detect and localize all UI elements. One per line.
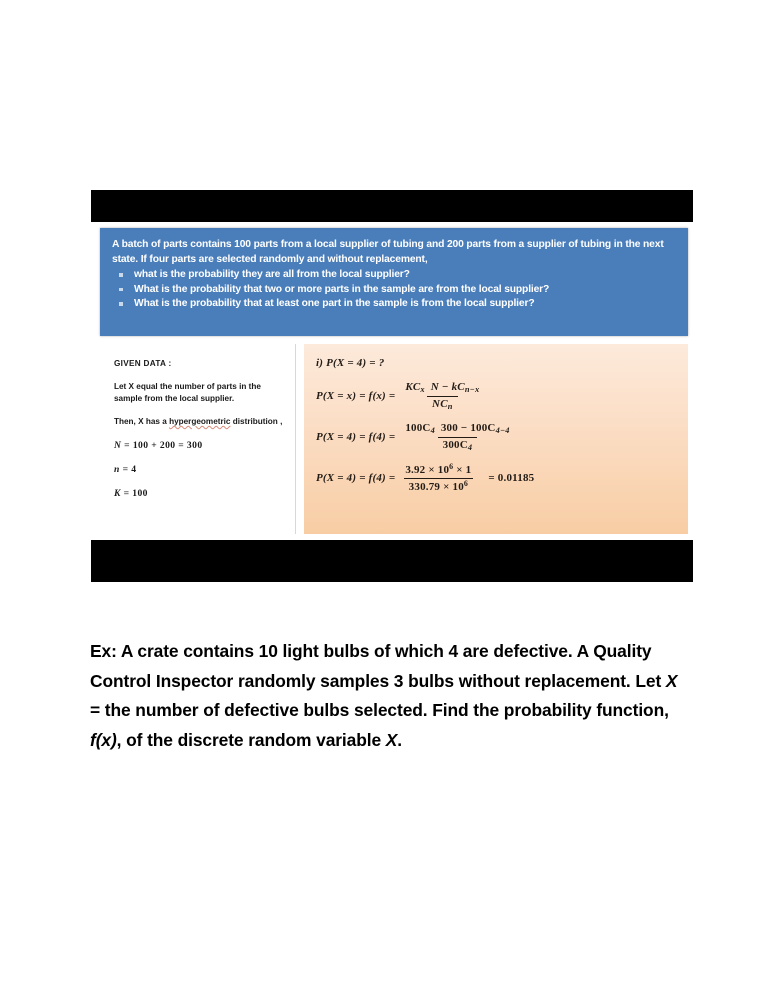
equation-symbol: n	[114, 464, 120, 476]
bullet-marker-icon	[119, 288, 123, 292]
solution-line-general-formula	[316, 381, 678, 411]
formula-fraction	[400, 463, 476, 493]
distribution-prefix-text: Then, X has a	[114, 417, 170, 427]
fraction-numerator	[400, 463, 476, 477]
solution-line-question	[316, 357, 678, 369]
numerator-term-b-subscript: n−x	[464, 385, 480, 395]
solution-panel	[304, 344, 688, 534]
work-area	[100, 344, 688, 534]
denominator-term: NC	[432, 397, 448, 410]
exercise-text-part-4: .	[397, 729, 403, 750]
given-data-panel	[100, 344, 295, 534]
fraction-numerator	[400, 422, 514, 437]
denominator-subscript: 4	[467, 442, 473, 452]
numerator-multiplier: × 1	[453, 464, 472, 477]
fraction-denominator	[404, 478, 473, 493]
given-data-equation	[114, 464, 285, 475]
solution-line-substituted	[316, 422, 678, 452]
given-data-title: GIVEN DATA :	[114, 359, 172, 368]
equation-symbol: N	[114, 439, 122, 451]
given-data-equation	[114, 440, 285, 451]
numerator-exponent: 6	[449, 462, 454, 472]
fraction-denominator	[427, 396, 458, 412]
formula-left-hand-side: P(X = 4) = f(4) =	[316, 472, 396, 485]
formula-fraction	[400, 381, 484, 411]
spellcheck-underlined-word: hypergeometric	[169, 417, 231, 427]
question-bullet-text: What is the probability that at least one part in the sample is from the local supplier?	[134, 298, 535, 310]
equation-value: = 4	[122, 464, 137, 476]
given-data-distribution	[114, 416, 285, 427]
equation-value: = 100 + 200 = 300	[124, 439, 203, 451]
bullet-marker-icon	[119, 273, 123, 277]
bullet-marker-icon	[119, 302, 123, 306]
exercise-text-part-1: Ex: A crate contains 10 light bulbs of which 4 are defective. A Quality Control Inspector randomly samples 3 bulbs without replacement. Let	[90, 641, 666, 691]
exercise-variable-x: X	[665, 670, 678, 691]
denominator-term: 300C	[442, 438, 468, 451]
slide-canvas	[91, 222, 693, 540]
formula-left-hand-side: P(X = x) = f(x) =	[316, 390, 396, 403]
denominator-subscript: n	[447, 401, 453, 411]
solution-line-result	[316, 463, 678, 493]
given-data-equation	[114, 488, 285, 499]
equation-value: = 100	[123, 488, 148, 500]
numerator-term-a-subscript: x	[420, 385, 425, 395]
numerator-term-a: 100C	[405, 422, 431, 435]
formula-fraction	[400, 422, 514, 452]
exercise-variable-x: X	[385, 729, 398, 750]
column-divider	[295, 344, 296, 534]
numerator-term-a-subscript: 4	[430, 426, 435, 436]
fraction-numerator	[400, 381, 484, 396]
numerator-term-b: N − kC	[430, 381, 465, 393]
exercise-paragraph	[90, 637, 690, 755]
question-banner	[100, 228, 688, 336]
numerator-term-b: 300 − 100C	[440, 422, 496, 435]
question-bullet-text: what is the probability they are all from the local supplier?	[134, 269, 410, 281]
distribution-suffix-text: distribution ,	[230, 417, 283, 427]
solution-result-value: = 0.01185	[488, 472, 535, 485]
question-bullet-list	[112, 268, 676, 312]
question-bullet-item	[112, 297, 676, 312]
fraction-denominator	[438, 437, 478, 453]
numerator-term-a: KC	[405, 381, 421, 393]
given-data-definition: Let X equal the number of parts in the sample from the local supplier.	[114, 382, 261, 403]
numerator-term-b-subscript: 4−4	[495, 426, 510, 436]
formula-left-hand-side: P(X = 4) = f(4) =	[316, 431, 396, 444]
exercise-function-fx: f(x)	[90, 729, 117, 750]
question-intro-text: A batch of parts contains 100 parts from a local supplier of tubing and 200 parts from a supplier of tubing in the next state. If four parts are selected randomly and without replacement,	[112, 239, 664, 265]
question-bullet-item	[112, 268, 676, 283]
equation-symbol: K	[114, 488, 121, 500]
question-bullet-text: What is the probability that two or more parts in the sample are from the local supplier?	[134, 283, 550, 295]
question-bullet-item	[112, 283, 676, 298]
denominator-value: 330.79 × 10	[408, 480, 464, 493]
embedded-slide-image	[91, 190, 693, 582]
denominator-exponent: 6	[463, 478, 469, 488]
exercise-text-part-2: = the number of defective bulbs selected. Find the probability function,	[90, 700, 669, 721]
exercise-text-part-3: , of the discrete random variable	[116, 729, 386, 750]
solution-question-text: i) P(X = 4) = ?	[316, 357, 385, 369]
numerator-value: 3.92 × 10	[405, 464, 450, 477]
